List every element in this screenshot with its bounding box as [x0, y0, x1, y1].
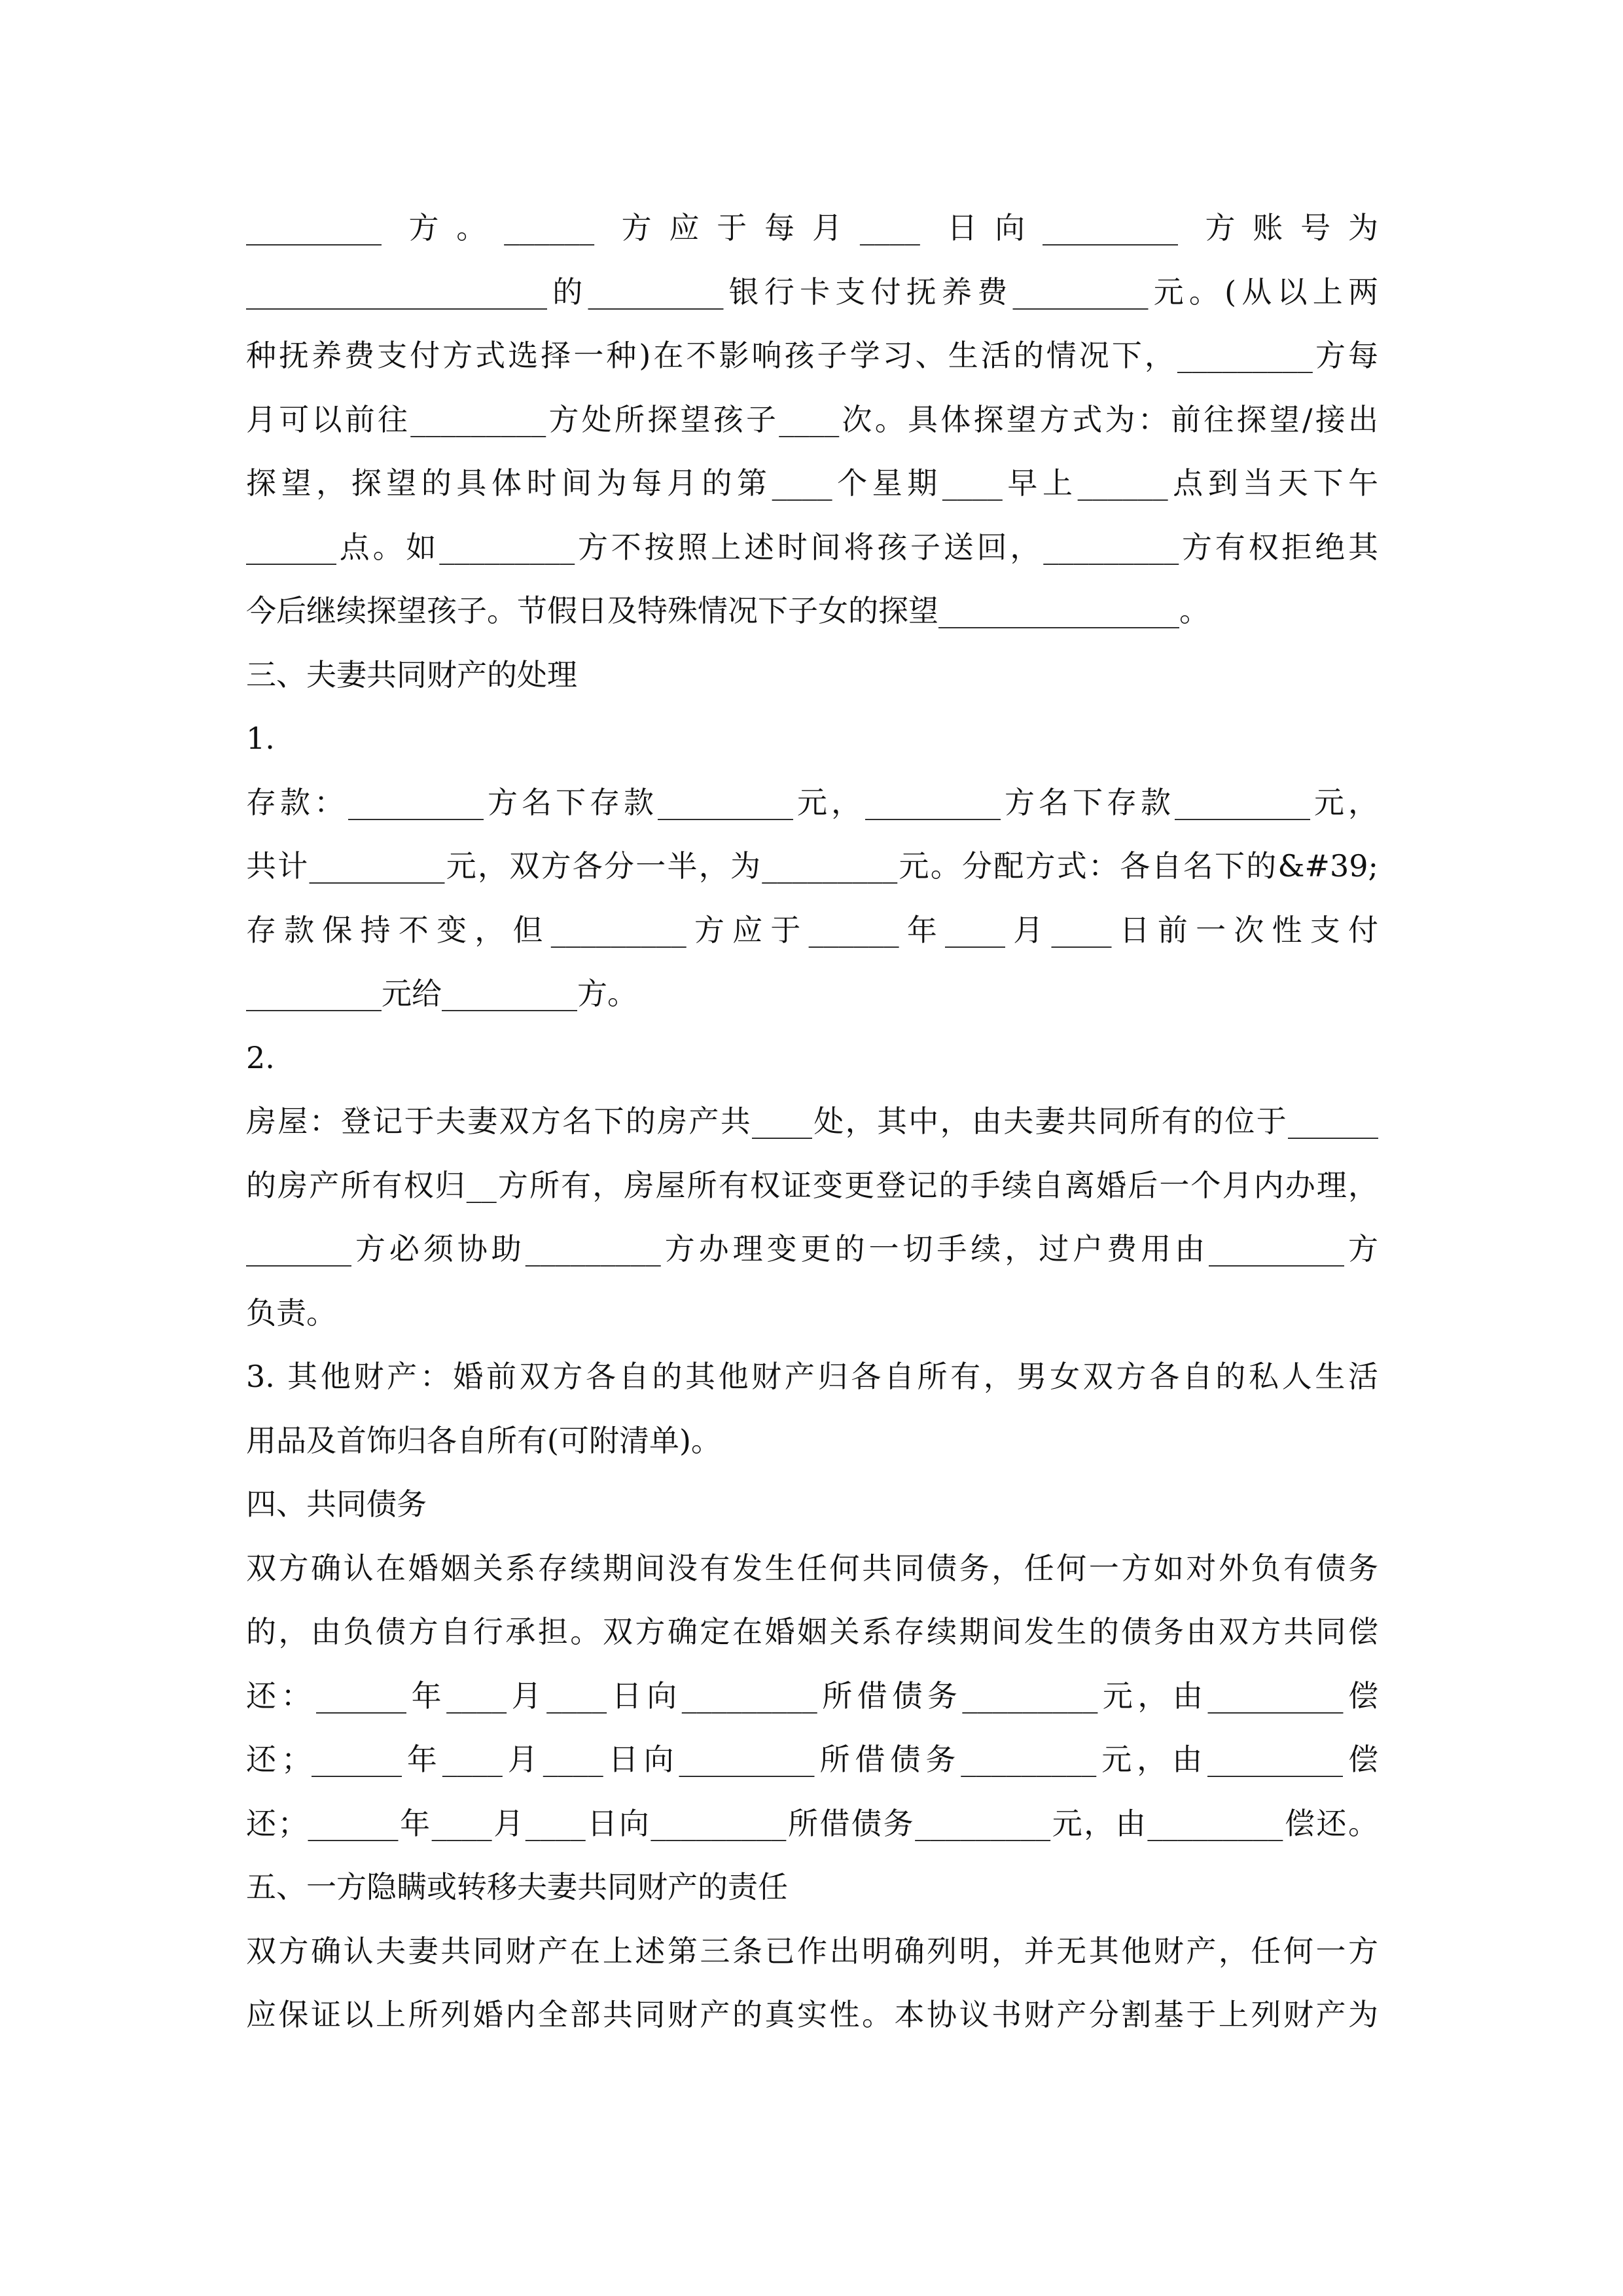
text-line: ____________________的_________银行卡支付抚养费_________元。(从以上两: [246, 274, 1378, 310]
text-line: _________ 方。______ 方应于每月____ 日向_________ 方账号为: [246, 210, 1378, 245]
text-line: 今后继续探望孩子。节假日及特殊情况下子女的探望________________。: [246, 593, 1209, 628]
text-line: 3. 其他财产：婚前双方各自的其他财产归各自所有，男女双方各自的私人生活: [246, 1359, 1378, 1394]
text-line: 2.: [246, 1039, 275, 1075]
text-line: 负责。: [246, 1295, 336, 1331]
text-line: 种抚养费支付方式选择一种)在不影响孩子学习、生活的情况下，_________方每: [246, 338, 1378, 373]
text-line: 1.: [246, 721, 275, 756]
text-line: 用品及首饰归各自所有(可附清单)。: [246, 1422, 721, 1458]
text-line: ______点。如_________方不按照上述时间将孩子送回，_________方有权拒绝其: [246, 529, 1378, 565]
text-line: 五、一方隐瞒或转移夫妻共同财产的责任: [246, 1869, 788, 1905]
document-page: [246, 196, 1378, 2047]
text-line: 双方确认在婚姻关系存续期间没有发生任何共同债务，任何一方如对外负有债务: [246, 1550, 1378, 1586]
text-line: 还：______年____月____日向_________所借债务_________元，由_________偿: [246, 1677, 1378, 1713]
text-line: 存款保持不变，但_________方应于______年____月____日前一次性支付: [246, 912, 1378, 948]
text-line: 月可以前往_________方处所探望孩子____次。具体探望方式为：前往探望/接出: [246, 401, 1378, 437]
text-line: 应保证以上所列婚内全部共同财产的真实性。本协议书财产分割基于上列财产为: [246, 1997, 1378, 2032]
text-line: 存款：_________方名下存款_________元，_________方名下存款_________元，: [246, 784, 1378, 820]
text-line: _______方必须协助_________方办理变更的一切手续，过户费用由_________方: [246, 1231, 1378, 1266]
text-line: 共计_________元，双方各分一半，为_________元。分配方式：各自名下的&#39;: [246, 848, 1378, 884]
text-line: _________元给_________方。: [246, 976, 637, 1011]
text-line: 双方确认夫妻共同财产在上述第三条已作出明确列明，并无其他财产，任何一方: [246, 1933, 1378, 1969]
text-line: 的，由负债方自行承担。双方确定在婚姻关系存续期间发生的债务由双方共同偿: [246, 1614, 1378, 1649]
text-line: 房屋：登记于夫妻双方名下的房产共____处，其中，由夫妻共同所有的位于______: [246, 1103, 1378, 1139]
text-line: 还；______年____月____日向_________所借债务_________元，由_________偿: [246, 1742, 1378, 1777]
text-line: 三、夫妻共同财产的处理: [246, 656, 577, 692]
text-line: 还；______年____月____日向_________所借债务_________元，由_________偿还。: [246, 1805, 1378, 1841]
text-line: 探望，探望的具体时间为每月的第____个星期____早上______点到当天下午: [246, 465, 1378, 501]
text-line: 的房产所有权归__方所有，房屋所有权证变更登记的手续自离婚后一个月内办理，: [246, 1167, 1378, 1203]
text-line: 四、共同债务: [246, 1486, 427, 1522]
document-body: [246, 196, 1378, 2047]
